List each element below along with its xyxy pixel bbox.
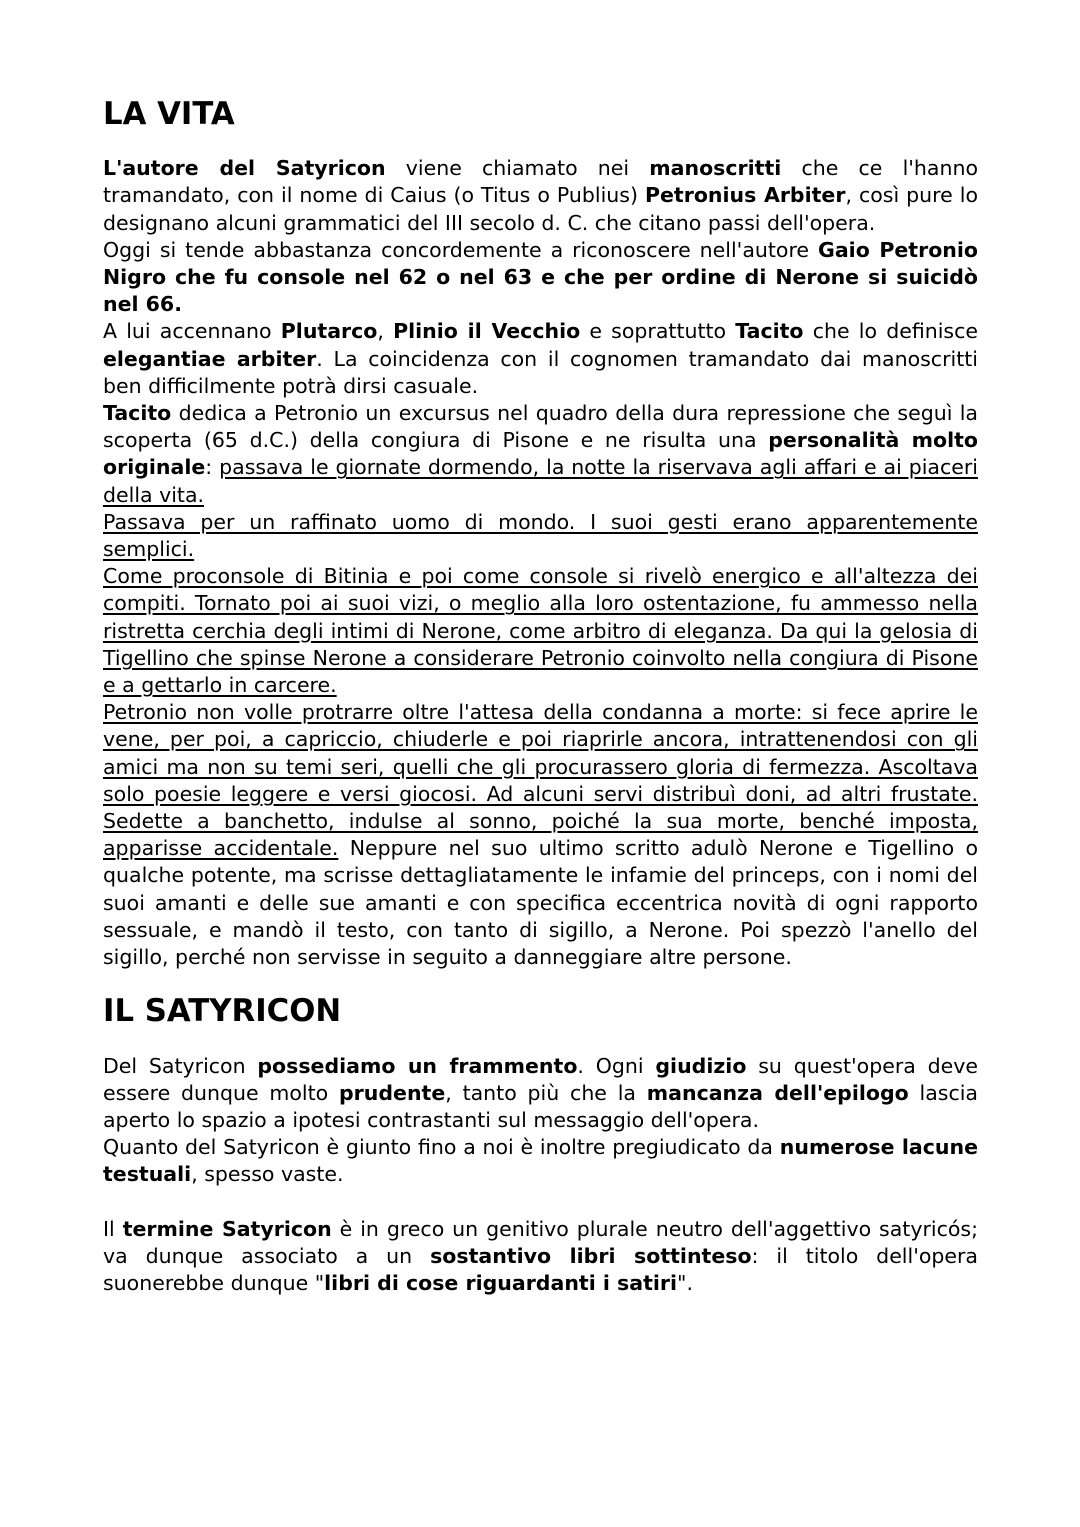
paragraph [103,1053,978,1135]
paragraph [103,509,978,563]
section-heading-la-vita: LA VITA [103,96,235,132]
paragraph [103,237,978,319]
paragraph [103,1216,978,1298]
text-run: Oggi si tende abbastanza concordemente a riconoscere nell'autore [103,237,819,262]
text-run: che ce l'hanno tramandato, con il nome di Caius (o Titus o Publius) [103,156,978,208]
text-run: lascia aperto lo spazio a ipotesi contrastanti sul messaggio dell'opera. [103,1080,978,1132]
text-run: libri di cose riguardanti i satiri [324,1270,678,1295]
text-run: Passava per un raffinato uomo di mondo. I suoi gesti erano apparentemente semplici. [103,509,978,562]
text-run: , spesso vaste. [191,1162,344,1187]
paragraph [103,699,978,971]
bold-text [324,1271,677,1295]
bold-text [103,156,386,180]
paragraph [103,563,978,699]
text-run: dedica a Petronio un excursus nel quadro della dura repressione che seguì la scoperta (65 d.C.) della congiura di Pisone e ne risulta una [103,401,978,453]
bold-text [735,319,803,343]
text-run: . Ogni [577,1053,656,1078]
text-run: Quanto del Satyricon è giunto fino a noi è inoltre pregiudicato da [103,1135,780,1160]
text-run: su quest'opera deve essere dunque molto [103,1053,978,1105]
bold-text [103,401,171,425]
text-run: Plinio il Vecchio [393,319,581,344]
text-run: numerose lacune testuali [103,1135,978,1187]
paragraph [103,400,978,509]
text-run: ". [677,1270,693,1295]
underlined-text [103,564,978,697]
bold-text [647,1081,909,1105]
text-run: Tacito [103,401,172,426]
underlined-text [103,510,978,561]
text-run: Come proconsole di Bitinia e poi come console si rivelò energico e all'altezza dei compiti. Tornato poi ai suoi vizi, o meglio alla loro ostentazione, fu ammesso nella ristretta cerchia degli intimi di Nerone, come arbitro di eleganza. Da qui la gelosia di Tigellino che spinse Nerone a considerare Petronio coinvolto nella congiura di Pisone e a gettarlo in carcere. [103,564,978,698]
text-run: Gaio Petronio Nigro che fu console nel 62 o nel 63 e che per ordine di Nerone si suicidò nel 66. [103,237,978,317]
text-run: : il titolo dell'opera suonerebbe dunque " [103,1243,978,1295]
bold-text [339,1081,445,1105]
text-run: Plutarco [280,319,378,344]
text-run: passava le giornate dormendo, la notte la riservava agli affari e ai piaceri della vita. [103,455,978,507]
section-heading-il-satyricon: IL SATYRICON [103,993,342,1030]
text-run: viene chiamato nei [385,156,650,181]
bold-text [123,1217,332,1241]
text-run: termine Satyricon [122,1216,332,1241]
text-run: sostantivo libri sottinteso [430,1243,752,1268]
bold-text [103,347,316,371]
paragraph [103,155,978,237]
text-run: Tacito [735,319,804,344]
text-run: elegantiae arbiter [103,346,317,371]
bold-text [649,156,781,180]
text-run: , [377,319,394,344]
text-run: : [205,455,220,480]
bold-text [281,319,378,343]
text-run: A lui accennano [103,319,281,344]
text-run: , così pure lo designano alcuni grammatici del III secolo d. C. che citano passi dell'opera. [103,183,978,235]
text-run: manoscritti [649,156,782,181]
bold-text [645,183,845,207]
bold-text [257,1054,577,1078]
bold-text [393,319,580,343]
text-run: Il [103,1216,123,1241]
bold-text [655,1054,746,1078]
text-run: e soprattutto [580,319,736,344]
text-run: prudente [338,1080,446,1105]
text-run: Petronio non volle protrarre oltre l'attesa della condanna a morte: si fece aprire le vene, per poi, a capriccio, chiuderle e poi riaprirle ancora, intrattenendosi con gli amici ma non su temi seri, quelli che gli procurassero gloria di fermezza. Ascoltava solo poesie leggere e versi giocosi. Ad alcuni servi distribuì doni, ad altri frustate. Sedette a banchetto, indulse al sonno, poiché la sua morte, benché imposta, apparisse accidentale. [103,700,978,861]
underlined-text [103,455,978,506]
text-run: è in greco un genitivo plurale neutro dell'aggettivo satyricós; va dunque associato a un [103,1216,978,1268]
text-run: giudizio [655,1053,747,1078]
text-run: L'autore del Satyricon [103,156,386,181]
text-run: possediamo un frammento [257,1053,578,1078]
text-run: personalità molto originale [103,428,978,480]
bold-text [430,1244,751,1268]
text-run: Del Satyricon [103,1053,258,1078]
text-run: Petronius Arbiter [644,183,846,208]
text-run: mancanza dell'epilogo [646,1080,909,1105]
text-run: Neppure nel suo ultimo scritto adulò Nerone e Tigellino o qualche potente, ma scrisse dettagliatamente le infamie del princeps, con i nomi del suoi amanti e delle sue amanti e con specifica eccentrica novità di ogni rapporto sessuale, e mandò il testo, con tanto di sigillo, a Nerone. Poi spezzò l'anello del sigillo, perché non servisse in seguito a danneggiare altre persone. [103,836,979,970]
text-run: . La coincidenza con il cognomen tramandato dai manoscritti ben difficilmente potrà dirsi casuale. [103,346,978,398]
text-run: , tanto più che la [445,1080,647,1105]
paragraph [103,1134,978,1188]
paragraph [103,318,978,400]
text-run: che lo definisce [803,319,978,344]
